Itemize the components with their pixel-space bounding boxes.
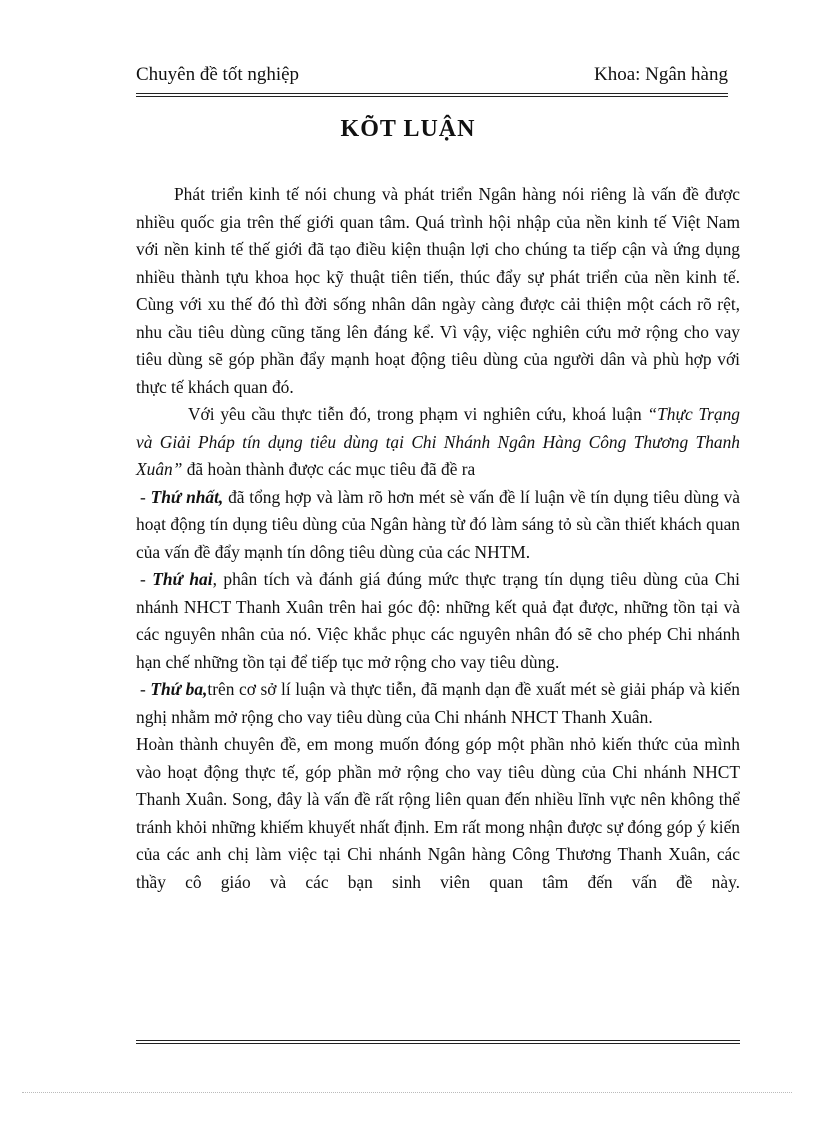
- first-point-label: Thứ nhất,: [150, 486, 224, 507]
- header-rule: [136, 93, 728, 97]
- paragraph-objectives: [136, 401, 740, 484]
- paragraph-intro: Phát triển kinh tế nói chung và phát triển Ngân hàng nói riêng là vấn đề được nhiều quốc gia trên thế giới quan tâm. Quá trình hội nhập của nền kinh tế Việt Nam với nền kinh tế thế giới đã tạo điều kiện thuận lợi cho chúng ta tiếp cận và ứng dụng nhiều thành tựu khoa học kỹ thuật tiên tiến, thúc đẩy sự phát triển của nền kinh tế. Cùng với xu thế đó thì đời sống nhân dân ngày càng được cải thiện một cách rõ rệt, nhu cầu tiêu dùng cũng tăng lên đáng kể. Vì vậy, việc nghiên cứu mở rộng cho vay tiêu dùng sẽ góp phần đẩy mạnh hoạt động tiêu dùng của người dân và phù hợp với thực tế khách quan đó.: [136, 184, 740, 397]
- second-point-text: , phân tích và đánh giá đúng mức thực trạng tín dụng tiêu dùng của Chi nhánh NHCT Thanh Xuân trên hai góc độ: những kết quả đạt được, những tồn tại và các nguyên nhân của nó. Việc khắc phục các nguyên nhân đó sẽ cho phép Chi nhánh hạn chế những tồn tại để tiếp tục mở rộng cho vay tiêu dùng.: [136, 569, 740, 672]
- dash-marker: -: [140, 679, 151, 699]
- third-point-label: Thứ ba,: [150, 679, 208, 699]
- page-title: KÕT LUẬN: [340, 116, 476, 142]
- first-point-text: đã tổng hợp và làm rõ hơn mét sè vấn đề lí luận về tín dụng tiêu dùng và hoạt động tín dụng tiêu dùng của Ngân hàng từ đó làm sáng tỏ sù cần thiết khách quan của vấn đề đẩy mạnh tín dông tiêu dùng của các NHTM.: [136, 486, 741, 562]
- dash-marker: -: [140, 486, 151, 507]
- paragraph-first-point: [136, 484, 740, 567]
- thesis-title: “Thực Trạng và Giải Pháp tín dụng tiêu dùng tại Chi Nhánh Ngân Hàng Công Thương Thanh Xuân”: [136, 404, 740, 479]
- objectives-lead: Với yêu cầu thực tiễn đó, trong phạm vi nghiên cứu, khoá luận: [188, 404, 648, 424]
- footer-rule: [136, 1040, 740, 1044]
- document-body: [136, 181, 740, 896]
- paragraph-second-point: [136, 566, 740, 676]
- paragraph-third-point: [136, 676, 740, 731]
- paragraph-closing: Hoàn thành chuyên đề, em mong muốn đóng góp một phần nhỏ kiến thức của mình vào hoạt động thực tế, góp phần mở rộng cho vay tiêu dùng của Chi nhánh NHCT Thanh Xuân. Song, đây là vấn đề rất rộng liên quan đến nhiều lĩnh vực nên không thể tránh khỏi những khiếm khuyết nhất định. Em rất mong nhận được sự đóng góp ý kiến của các anh chị làm việc tại Chi nhánh Ngân hàng Công Thương Thanh Xuân, các thầy cô giáo và các bạn sinh viên quan tâm đến vấn đề này.: [136, 734, 740, 892]
- header-document-type: Chuyên đề tốt nghiệp: [136, 64, 300, 85]
- page-boundary-dotted-line: [22, 1092, 792, 1093]
- second-point-label: Thứ hai: [152, 569, 213, 589]
- objectives-tail: đã hoàn thành được các mục tiêu đã đề ra: [182, 459, 476, 479]
- third-point-text: trên cơ sở lí luận và thực tiễn, đã mạnh dạn đề xuất mét sè giải pháp và kiến nghị nhằm mở rộng cho vay tiêu dùng của Chi nhánh NHCT Thanh Xuân.: [136, 679, 741, 727]
- dash-marker: -: [140, 569, 153, 589]
- page-header: [136, 64, 728, 90]
- header-faculty: Khoa: Ngân hàng: [593, 64, 728, 85]
